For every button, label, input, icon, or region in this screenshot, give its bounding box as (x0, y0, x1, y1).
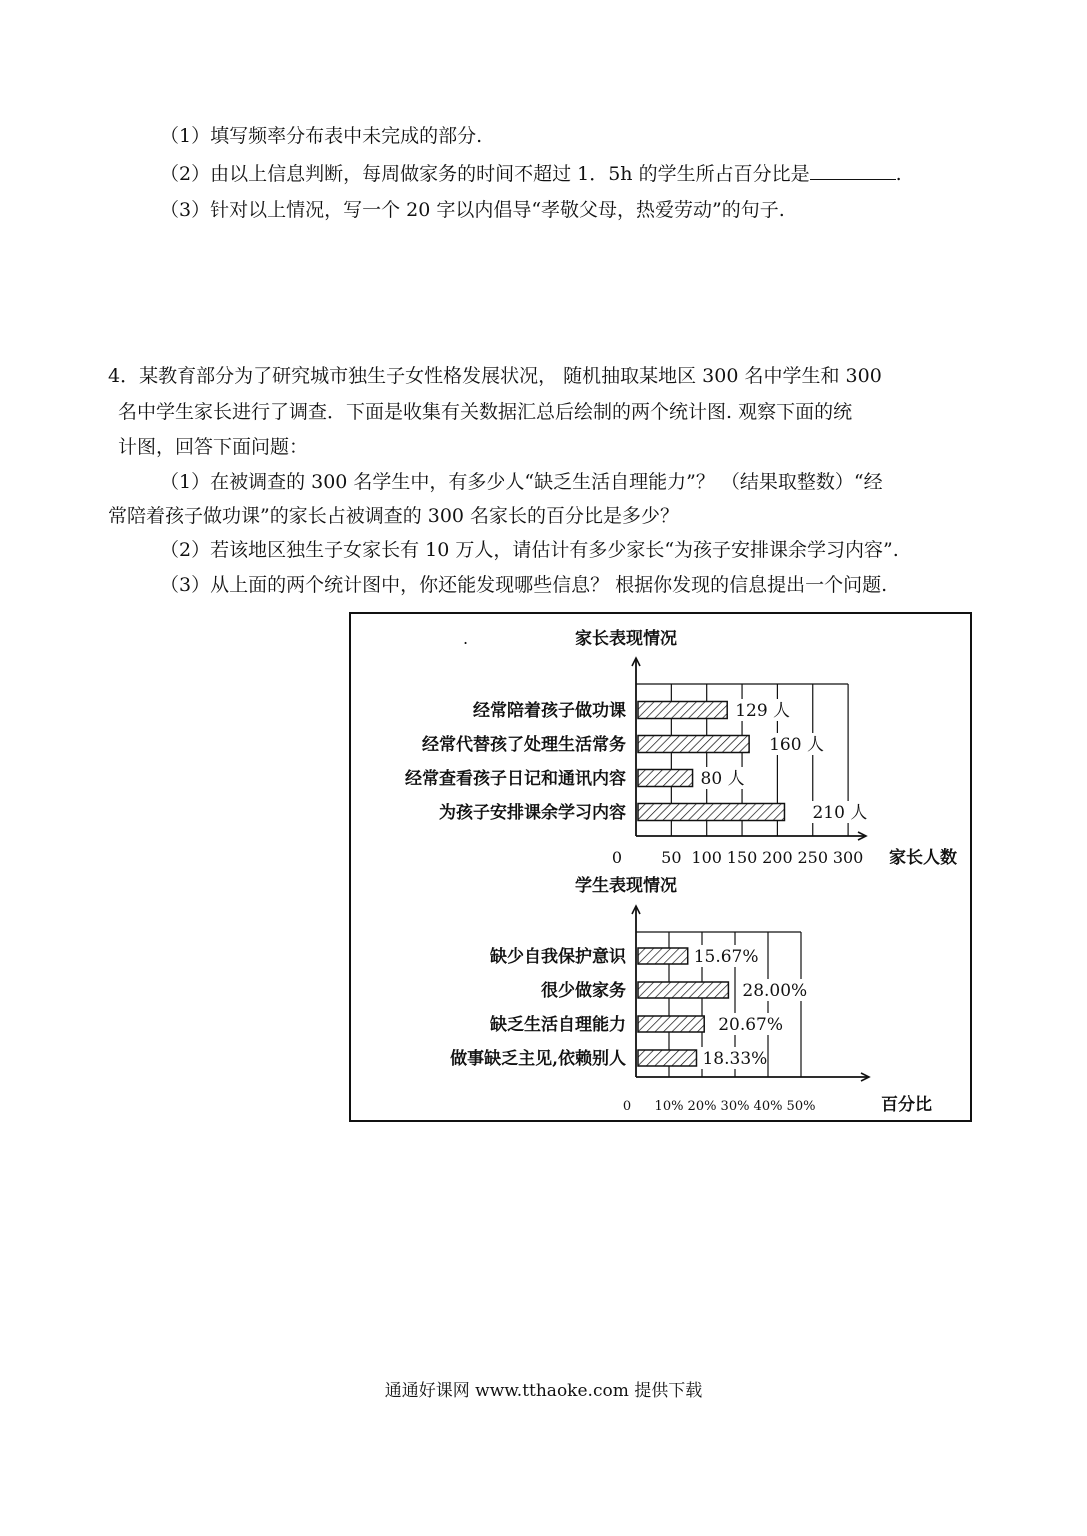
student-tick-label: 40% (753, 1099, 783, 1114)
parent-tick-label: 250 (797, 848, 829, 867)
student-x-axis-label: 百分比 (881, 1095, 932, 1115)
student-data-label: 28.00% (742, 981, 808, 1001)
q4-intro-line3: 计图，回答下面问题： (118, 436, 309, 458)
parent-category-label: 经常陪着孩子做功课 (473, 701, 626, 721)
parent-tick-label: 200 (762, 848, 793, 867)
parent-data-label: 129 人 (735, 701, 791, 721)
student-bar (638, 1016, 704, 1032)
student-bar (638, 1050, 696, 1066)
parent-tick-label: 300 (832, 848, 864, 867)
parent-category-label: 经常代替孩了处理生活常务 (422, 735, 626, 755)
student-data-label: 20.67% (718, 1015, 784, 1035)
stray-dot: . (463, 629, 469, 648)
student-data-label: 15.67% (693, 947, 759, 967)
student-category-label: 很少做家务 (541, 981, 626, 1001)
student-tick-label: 30% (720, 1099, 750, 1114)
q4-intro-line1: 4．某教育部分为了研究城市独生子女性格发展状况， 随机抽取某地区 300 名中学生和 300 (108, 365, 882, 387)
student-data-label: 18.33% (702, 1049, 768, 1069)
student-chart (450, 875, 932, 1115)
q3-sub1: （1）填写频率分布表中未完成的部分. (160, 125, 483, 147)
q3-sub2 (160, 161, 902, 186)
parent-category-label: 为孩子安排课余学习内容 (439, 803, 626, 823)
student-tick-label: 0 (622, 1099, 632, 1114)
parent-bar (638, 736, 749, 753)
q4-intro-line2: 名中学生家长进行了调查．下面是收集有关数据汇总后绘制的两个统计图. 观察下面的统 (118, 401, 853, 423)
q3-sub2-text: （2）由以上信息判断，每周做家务的时间不超过 1．5h 的学生所占百分比是 (160, 163, 810, 185)
statistics-figure (349, 612, 972, 1122)
parent-chart-title: 家长表现情况 (575, 629, 677, 649)
answer-blank[interactable] (810, 161, 896, 180)
student-chart-title: 学生表现情况 (575, 876, 677, 896)
parent-x-axis-label: 家长人数 (889, 848, 957, 868)
parent-data-label: 80 人 (700, 769, 745, 789)
parent-data-label: 160 人 (769, 735, 824, 755)
q4-sub3: （3）从上面的两个统计图中，你还能发现哪些信息？ 根据你发现的信息提出一个问题. (160, 574, 888, 596)
parent-tick-label: 50 (661, 848, 682, 867)
parent-chart (405, 628, 957, 868)
parent-bar (638, 770, 693, 787)
footer-source: 通通好课网 www.tthaoke.com 提供下载 (384, 1381, 703, 1401)
student-bar (638, 948, 688, 964)
student-category-label: 缺乏生活自理能力 (490, 1015, 626, 1035)
q3-sub3: （3）针对以上情况，写一个 20 字以内倡导“孝敬父母，热爱劳动”的句子. (160, 199, 785, 221)
parent-tick-label: 0 (611, 848, 623, 867)
student-tick-label: 20% (687, 1099, 717, 1114)
q4-sub2: （2）若该地区独生子女家长有 10 万人，请估计有多少家长“为孩子安排课余学习内容”. (160, 539, 899, 561)
parent-data-label: 210 人 (812, 803, 868, 823)
parent-tick-label: 150 (726, 848, 758, 867)
q4-sub1-line1: （1）在被调查的 300 名学生中，有多少人“缺乏生活自理能力”？ （结果取整数）“经 (160, 471, 883, 493)
statistics-figure-svg (351, 614, 970, 1120)
student-bar (638, 982, 728, 998)
student-tick-label: 10% (654, 1099, 684, 1114)
student-tick-label: 50% (786, 1099, 816, 1114)
parent-bar (638, 804, 784, 821)
q3-sub2-suffix: . (895, 163, 902, 185)
parent-category-label: 经常查看孩子日记和通讯内容 (405, 769, 626, 789)
student-category-label: 缺少自我保护意识 (490, 947, 626, 967)
student-category-label: 做事缺乏主见,依赖别人 (450, 1049, 626, 1069)
q4-sub1-line2: 常陪着孩子做功课”的家长占被调查的 300 名家长的百分比是多少？ (108, 505, 680, 527)
parent-tick-label: 100 (691, 848, 722, 867)
parent-bar (638, 702, 727, 719)
